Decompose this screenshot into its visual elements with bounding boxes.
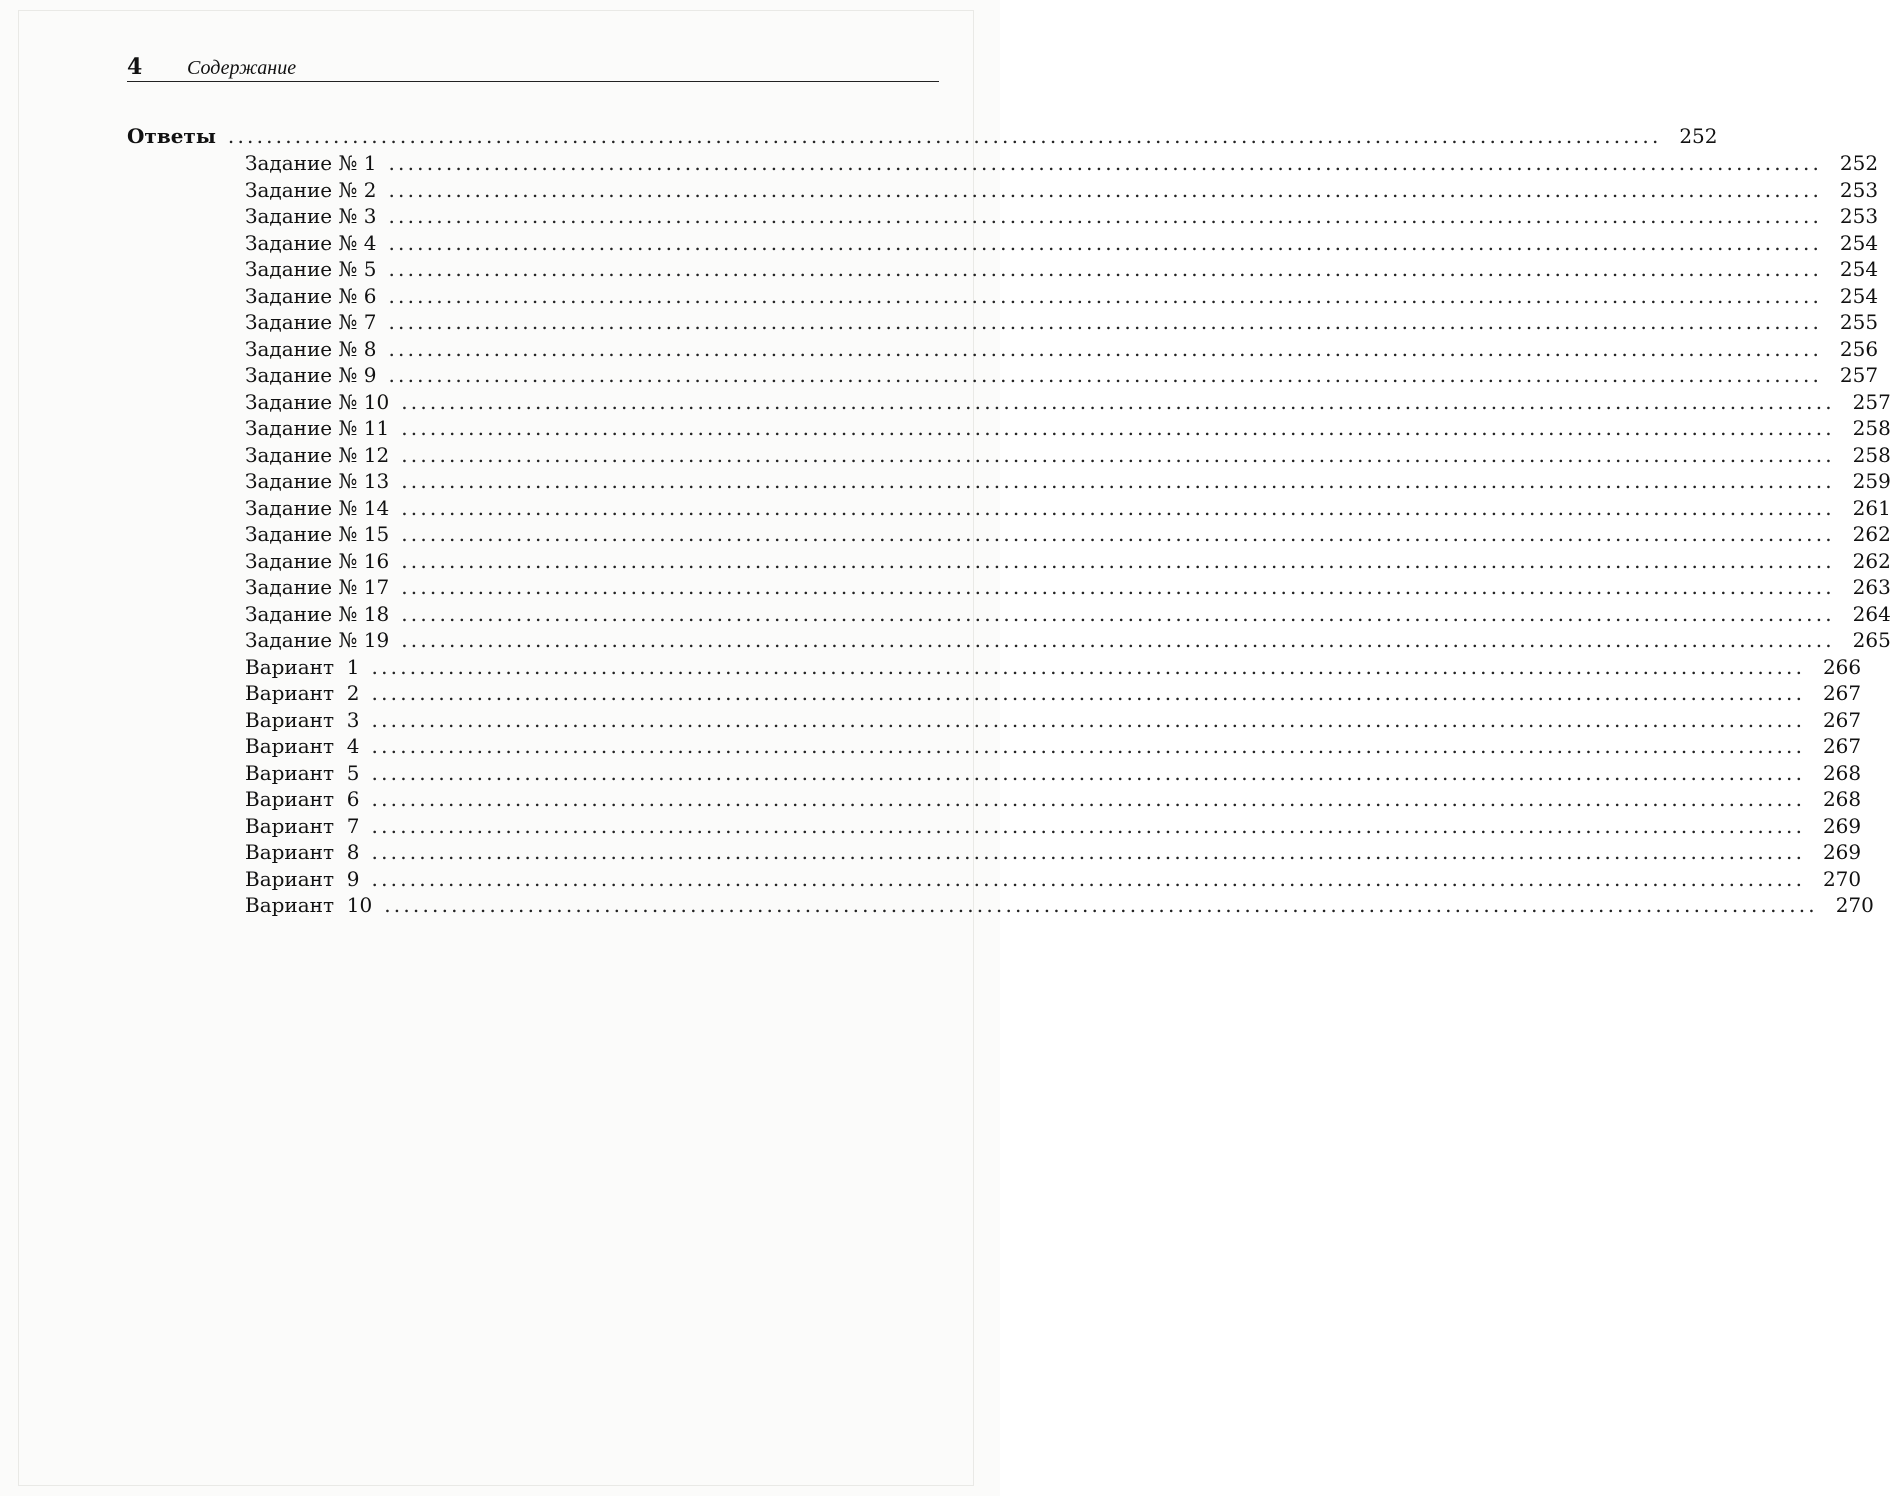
toc-entry[interactable] (245, 601, 1891, 627)
running-head (127, 54, 939, 84)
toc-entry-page: 258 (1852, 442, 1891, 467)
toc-entry-label: Задание № 12 (245, 442, 390, 467)
toc-leader: ...................................................................................................................................................... (388, 257, 1823, 281)
section-title: Содержание (187, 57, 297, 79)
toc-leader: ...................................................................................................................................................... (227, 124, 1662, 148)
toc-entry-label: Задание № 17 (245, 575, 390, 599)
toc-leader: ...................................................................................................................................................... (388, 336, 1823, 361)
toc-leader: ...................................................................................................................................................... (388, 283, 1823, 308)
toc-entry[interactable] (245, 309, 1879, 335)
toc-entry-label: Задание № 4 (245, 230, 377, 255)
toc-entry-page: 259 (1852, 469, 1891, 493)
toc-entry-page: 267 (1822, 681, 1862, 705)
toc-entry[interactable] (245, 468, 1891, 494)
toc-entry-page: 267 (1822, 707, 1862, 732)
toc-leader: ...................................................................................................................................................... (388, 310, 1823, 334)
toc-leader: ...................................................................................................................................................... (388, 151, 1823, 175)
toc-entry-page: 263 (1852, 575, 1891, 599)
toc-entry-label: Задание № 14 (245, 495, 390, 520)
toc-main-label: Ответы (127, 124, 216, 148)
toc-leader: ...................................................................................................................................................... (371, 760, 1806, 785)
toc-entry-page: 265 (1852, 628, 1891, 652)
toc-entry-page: 266 (1822, 654, 1862, 679)
toc-entry[interactable] (245, 627, 1891, 653)
toc-entry[interactable] (245, 256, 1879, 282)
toc-entry-page: 270 (1822, 866, 1862, 891)
toc-entry[interactable] (245, 150, 1879, 176)
toc-entry-label: Задание № 2 (245, 177, 377, 202)
toc-main-page: 252 (1679, 124, 1718, 148)
toc-entry-page: 269 (1822, 840, 1862, 864)
toc-entry-label: Вариант 6 (245, 787, 360, 811)
toc-entry[interactable] (245, 680, 1862, 706)
toc-entry[interactable] (245, 362, 1879, 388)
toc-entry-label: Задание № 7 (245, 310, 377, 334)
toc-leader: ...................................................................................................................................................... (371, 840, 1806, 864)
toc-leader: ...................................................................................................................................................... (401, 601, 1835, 626)
toc-entry-page: 262 (1852, 548, 1891, 573)
toc-entry[interactable] (245, 548, 1891, 574)
toc-leader: ...................................................................................................................................................... (401, 442, 1835, 467)
toc-entry-page: 268 (1822, 760, 1862, 785)
toc-leader: ...................................................................................................................................................... (388, 230, 1823, 255)
toc-entry[interactable] (245, 892, 1874, 918)
toc-entry-label: Вариант 9 (245, 866, 360, 891)
toc-entry-label: Вариант 10 (245, 893, 373, 917)
toc-entry-page: 261 (1852, 495, 1891, 520)
toc-entry-page: 254 (1839, 283, 1879, 308)
toc-entry[interactable] (245, 866, 1862, 892)
page-number: 4 (127, 54, 143, 80)
toc-entry-page: 262 (1852, 522, 1891, 546)
toc-leader: ...................................................................................................................................................... (371, 734, 1806, 758)
toc-leader: ...................................................................................................................................................... (388, 177, 1823, 202)
toc-leader: ...................................................................................................................................................... (401, 628, 1835, 652)
toc-entry[interactable] (245, 733, 1862, 759)
toc-entry[interactable] (245, 707, 1862, 733)
toc-entry-page: 258 (1852, 416, 1891, 440)
toc-entry-page: 270 (1835, 893, 1874, 917)
toc-leader: ...................................................................................................................................................... (401, 575, 1835, 599)
toc-entry-label: Вариант 5 (245, 760, 360, 785)
toc-entry[interactable] (245, 415, 1891, 441)
header-rule (127, 81, 939, 82)
toc-entry-label: Задание № 18 (245, 601, 390, 626)
toc-entry[interactable] (245, 760, 1862, 786)
toc-entry-label: Задание № 11 (245, 416, 390, 440)
toc-entry[interactable] (245, 813, 1862, 839)
toc-entry-label: Задание № 8 (245, 336, 377, 361)
toc-entry-page: 253 (1839, 177, 1879, 202)
toc-entry-label: Задание № 16 (245, 548, 390, 573)
toc-leader: ...................................................................................................................................................... (401, 469, 1835, 493)
toc-leader: ...................................................................................................................................................... (371, 654, 1806, 679)
toc-entry-label: Задание № 9 (245, 363, 377, 387)
toc-entry[interactable] (245, 336, 1879, 362)
toc-entry-page: 254 (1839, 257, 1879, 281)
toc-entry-label: Вариант 8 (245, 840, 360, 864)
toc-leader: ...................................................................................................................................................... (371, 813, 1806, 838)
toc-entry-page: 253 (1839, 204, 1879, 228)
toc-entry[interactable] (245, 495, 1891, 521)
toc-entry-page: 269 (1822, 813, 1862, 838)
toc-entry-label: Вариант 1 (245, 654, 360, 679)
toc-entry[interactable] (245, 283, 1879, 309)
toc-leader: ...................................................................................................................................................... (371, 681, 1806, 705)
toc-entry-label: Задание № 5 (245, 257, 377, 281)
toc-entry[interactable] (245, 654, 1862, 680)
toc-entry[interactable] (245, 574, 1891, 600)
toc-entry-page: 268 (1822, 787, 1862, 811)
toc-leader: ...................................................................................................................................................... (401, 548, 1835, 573)
toc-main-entry[interactable] (127, 123, 1718, 149)
toc-entry-page: 264 (1852, 601, 1891, 626)
toc-leader: ...................................................................................................................................................... (371, 787, 1806, 811)
toc-entry[interactable] (245, 521, 1891, 547)
toc-entry[interactable] (245, 230, 1879, 256)
toc-entry-label: Задание № 19 (245, 628, 390, 652)
toc-leader: ...................................................................................................................................................... (371, 866, 1806, 891)
toc-entry[interactable] (245, 203, 1879, 229)
toc-leader: ...................................................................................................................................................... (371, 707, 1806, 732)
toc-entry-label: Задание № 3 (245, 204, 377, 228)
toc-entry-page: 257 (1839, 363, 1879, 387)
toc-leader: ...................................................................................................................................................... (401, 389, 1835, 414)
toc-entry-label: Задание № 1 (245, 151, 377, 175)
toc-leader: ...................................................................................................................................................... (388, 363, 1823, 387)
toc-entry-label: Вариант 7 (245, 813, 360, 838)
toc-entry-label: Вариант 4 (245, 734, 360, 758)
toc-entry[interactable] (245, 839, 1862, 865)
toc-entry-label: Задание № 15 (245, 522, 390, 546)
toc-entry-page: 256 (1839, 336, 1879, 361)
toc-entry-page: 267 (1822, 734, 1862, 758)
toc-leader: ...................................................................................................................................................... (384, 893, 1818, 917)
toc-entry[interactable] (245, 442, 1891, 468)
toc-entry-page: 252 (1839, 151, 1879, 175)
toc-entry[interactable] (245, 389, 1891, 415)
toc-entry-label: Задание № 6 (245, 283, 377, 308)
toc-entry-page: 255 (1839, 310, 1879, 334)
toc-leader: ...................................................................................................................................................... (401, 522, 1835, 546)
toc-entry-page: 254 (1839, 230, 1879, 255)
toc-entry-page: 257 (1852, 389, 1891, 414)
toc-entry-label: Задание № 10 (245, 389, 390, 414)
toc-entry[interactable] (245, 177, 1879, 203)
toc-leader: ...................................................................................................................................................... (401, 495, 1835, 520)
toc-entry-label: Задание № 13 (245, 469, 390, 493)
toc-entry-label: Вариант 3 (245, 707, 360, 732)
toc-leader: ...................................................................................................................................................... (401, 416, 1835, 440)
toc-leader: ...................................................................................................................................................... (388, 204, 1823, 228)
toc-entry-label: Вариант 2 (245, 681, 360, 705)
toc-entry[interactable] (245, 786, 1862, 812)
